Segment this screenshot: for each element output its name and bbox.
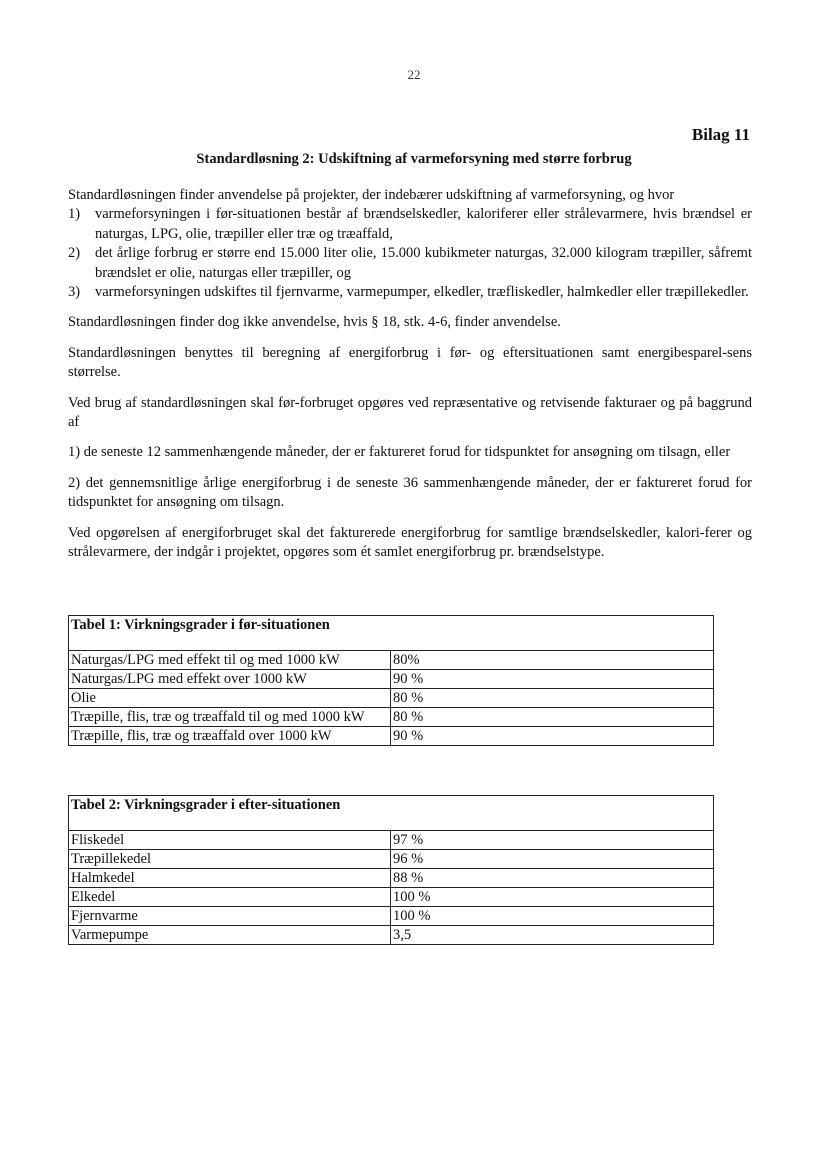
page-title: Standardløsning 2: Udskiftning af varmeforsyning med større forbrug: [196, 151, 632, 167]
paragraph: Standardløsningen benyttes til beregning af energiforbrug i før- og eftersituationen samt energibesparel-sens størrelse.: [68, 344, 752, 381]
table-cell-value: 90 %: [391, 670, 714, 689]
table-cell-label: Fjernvarme: [69, 907, 391, 926]
table-cell-value: 97 %: [391, 831, 714, 850]
efficiency-table-after: [68, 795, 714, 945]
table-cell-value: 90 %: [391, 727, 714, 746]
table-cell-label: Halmkedel: [69, 869, 391, 888]
table-cell-label: Olie: [69, 689, 391, 708]
condition-list: [68, 205, 752, 302]
table-cell-label: Elkedel: [69, 888, 391, 907]
table-cell-value: 3,5: [391, 926, 714, 945]
table-cell-label: Træpillekedel: [69, 850, 391, 869]
table-title: Tabel 2: Virkningsgrader i efter-situationen: [69, 796, 714, 831]
table-cell-value: 96 %: [391, 850, 714, 869]
condition-item: 2) det årlige forbrug er større end 15.000 liter olie, 15.000 kubikmeter naturgas, 32.000 kilogram træpiller, såfremt brændslet er olie, naturgas eller træpiller, og: [68, 245, 752, 281]
table-cell-label: Træpille, flis, træ og træaffald til og med 1000 kW: [69, 708, 391, 727]
table-cell-value: 88 %: [391, 869, 714, 888]
table-row: [69, 888, 714, 907]
table-row: [69, 708, 714, 727]
table-row: [69, 926, 714, 945]
paragraph: Standardløsningen finder dog ikke anvendelse, hvis § 18, stk. 4-6, finder anvendelse.: [68, 314, 561, 331]
table-row: [69, 689, 714, 708]
table-row: [69, 850, 714, 869]
table-row: [69, 670, 714, 689]
table-cell-value: 100 %: [391, 907, 714, 926]
table-cell-value: 80%: [391, 651, 714, 670]
table-cell-label: Varmepumpe: [69, 926, 391, 945]
paragraph: 2) det gennemsnitlige årlige energiforbrug i de seneste 36 sammenhængende måneder, der er faktureret forud for tidspunktet for ansøgning om tilsagn.: [68, 474, 752, 511]
document-body: [68, 186, 752, 574]
page-number: 22: [407, 67, 421, 82]
table-cell-label: Træpille, flis, træ og træaffald over 1000 kW: [69, 727, 391, 746]
table-title: Tabel 1: Virkningsgrader i før-situationen: [69, 616, 714, 651]
annex-label: Bilag 11: [691, 125, 750, 144]
table-cell-label: Fliskedel: [69, 831, 391, 850]
table-row: [69, 727, 714, 746]
table-row: [69, 651, 714, 670]
paragraph: 1) de seneste 12 sammenhængende måneder, der er faktureret forud for tidspunktet for ansøgning om tilsagn, eller: [68, 444, 731, 461]
paragraph: Ved brug af standardløsningen skal før-forbruget opgøres ved repræsentative og retvisende fakturaer og på baggrund af: [68, 394, 752, 431]
table-row: [69, 869, 714, 888]
intro-paragraph: Standardløsningen finder anvendelse på projekter, der indebærer udskiftning af varmeforsyning, og hvor: [68, 187, 675, 203]
table-header-row: [69, 796, 714, 831]
table-cell-value: 100 %: [391, 888, 714, 907]
table-cell-value: 80 %: [391, 708, 714, 727]
table-row: [69, 831, 714, 850]
table-header-row: [69, 616, 714, 651]
condition-item: 1) varmeforsyningen i før-situationen består af brændselskedler, kaloriferer eller strålevarmere, hvis brændsel er naturgas, LPG, olie, træpiller eller træ og træaffald,: [68, 206, 752, 242]
table-cell-label: Naturgas/LPG med effekt over 1000 kW: [69, 670, 391, 689]
paragraph: Ved opgørelsen af energiforbruget skal det fakturerede energiforbrug for samtlige brændselskedler, kalori-ferer og strålevarmere, der indgår i projektet, opgøres som ét samlet energiforbrug pr. brændselstype.: [68, 524, 752, 561]
condition-item: 3) varmeforsyningen udskiftes til fjernvarme, varmepumper, elkedler, træfliskedler, halmkedler eller træpillekedler.: [68, 284, 749, 301]
table-cell-value: 80 %: [391, 689, 714, 708]
efficiency-table-before: [68, 615, 714, 746]
table-row: [69, 907, 714, 926]
table-cell-label: Naturgas/LPG med effekt til og med 1000 kW: [69, 651, 391, 670]
